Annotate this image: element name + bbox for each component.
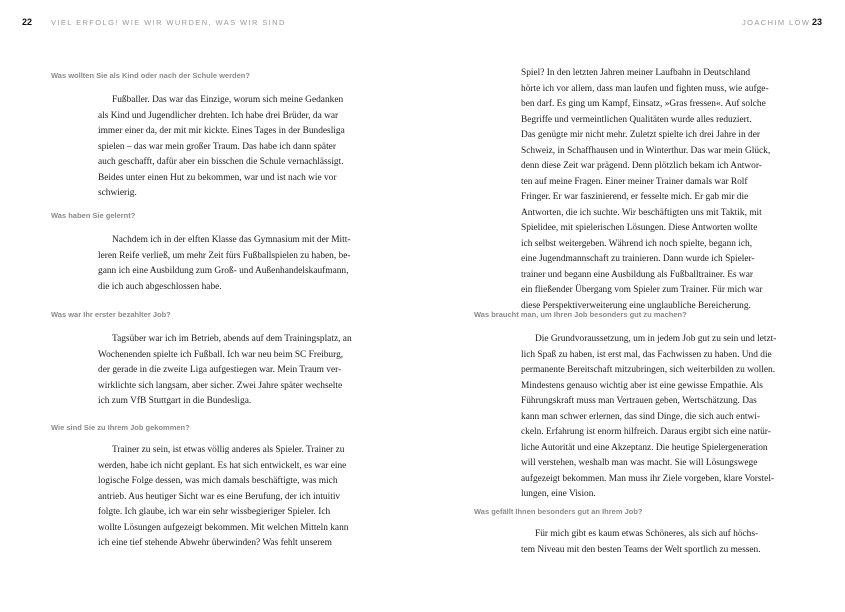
question-heading-2: Was haben Sie gelernt?	[51, 211, 136, 220]
question-heading-6: Was gefällt Ihnen besonders gut an Ihrem Job?	[474, 507, 643, 516]
left-page-number: 22	[22, 17, 33, 27]
text-line: aufgezeigt bekommen. Man muss ihr Ziele vorgeben, klare Vorstel-	[521, 473, 775, 484]
right-page-number: 23	[812, 17, 823, 27]
text-line: die ich auch abgeschlossen habe.	[98, 281, 222, 292]
text-line: ich eine tief stehende Abwehr überwinden? Was fehlt unserem	[98, 538, 332, 548]
text-line: als Kind und Jugendlicher drehten. Ich habe drei Brüder, da war	[98, 110, 339, 121]
text-line: Tagsüber war ich im Betrieb, abends auf dem Trainingsplatz, an	[112, 334, 352, 344]
text-line: eine Jugendmannschaft zu trainieren. Dann wurde ich Spieler-	[521, 254, 755, 264]
text-line: ckeln. Erfahrung ist enorm hilfreich. Daraus ergibt sich eine natür-	[521, 427, 771, 437]
right-running-title: JOACHIM LÖW	[742, 18, 811, 27]
text-line: ben darf. Es ging um Kampf, Einsatz, »Gras fressen«. Auf solche	[521, 99, 766, 109]
text-line: ich selbst weitergeben. Während ich noch spielte, begann ich,	[521, 238, 753, 249]
text-line: ten auf meine Fragen. Einer meiner Trainer damals war Rolf	[521, 176, 748, 187]
text-line: immer einer da, der mit mir kickte. Eines Tages in der Bundesliga	[98, 126, 345, 136]
text-line: schwierig.	[98, 188, 137, 198]
text-line: trainer und begann eine Ausbildung als Fußballtrainer. Es war	[521, 269, 753, 280]
text-line: tem Niveau mit den besten Teams der Welt sportlich zu messen.	[521, 544, 761, 555]
text-line: will verstehen, weshalb man was macht. Sie will Lösungswege	[521, 458, 758, 468]
text-line: Die Grundvoraussetzung, um in jedem Job gut zu sein und letzt-	[535, 334, 777, 344]
answer-paragraph-5	[521, 332, 776, 503]
text-line: diese Perspektiverweiterung eine unglaubliche Bereicherung.	[521, 300, 751, 311]
answer-paragraph-6	[521, 527, 761, 558]
answer-paragraph-3	[98, 332, 352, 410]
text-line: auch geschafft, dafür aber ein bisschen die Schule vernachlässigt.	[98, 157, 344, 167]
question-heading-5: Was braucht man, um Ihren Job besonders gut zu machen?	[474, 310, 687, 319]
text-line: Schweiz, in Schaffhausen und in Winterthur. Das war mein Glück,	[521, 145, 771, 156]
text-line: antrieb. Aus heutiger Sicht war es eine Berufung, der ich intuitiv	[98, 491, 341, 502]
text-line: Spielidee, mit spielerischen Lösungen. Diese Antworten wollte	[521, 223, 758, 233]
text-line: Antworten, die ich suchte. Wir beschäftigten uns mit Taktik, mit	[521, 207, 762, 218]
text-line: kann man schwer erlernen, das sind Dinge, die sich auch entwi-	[521, 411, 760, 422]
continued-paragraph	[521, 66, 770, 314]
answer-paragraph-1	[98, 93, 345, 202]
text-line: Fußballer. Das war das Einzige, worum sich meine Gedanken	[112, 95, 344, 105]
answer-paragraph-2	[98, 233, 351, 295]
text-line: Für mich gibt es kaum etwas Schöneres, als sich auf höchs-	[535, 529, 759, 539]
text-line: Trainer zu sein, ist etwas völlig anderes als Spieler. Trainer zu	[112, 445, 345, 455]
text-line: ein fließender Übergang vom Spieler zum Trainer. Für mich war	[521, 285, 763, 295]
text-line: Begriffe und vermeintlichen Qualitäten wurde alles reduziert.	[521, 114, 752, 125]
text-line: spielen – das war mein großer Traum. Das habe ich dann später	[98, 141, 336, 152]
question-heading-4: Wie sind Sie zu Ihrem Job gekommen?	[51, 423, 190, 432]
text-line: denn diese Zeit war prägend. Denn plötzlich bekam ich Antwor-	[521, 161, 762, 171]
text-line: permanente Bereitschaft mitzubringen, sich weiterbilden zu wollen.	[521, 365, 776, 375]
text-line: wirklichte sich langsam, aber sicher. Zwei Jahre später wechselte	[98, 380, 343, 391]
answer-paragraph-4	[98, 443, 348, 552]
text-line: gann ich eine Ausbildung zum Groß- und Außenhandelskaufmann,	[98, 266, 349, 276]
text-line: logische Folge dessen, was mich damals beschäftigte, was mich	[98, 476, 338, 486]
text-line: leren Reife verließ, um mehr Zeit fürs Fußballspielen zu haben, be-	[98, 250, 351, 261]
text-line: Das genügte mir nicht mehr. Zuletzt spielte ich drei Jahre in der	[521, 130, 760, 140]
text-line: Nachdem ich in der elften Klasse das Gymnasium mit der Mitt-	[112, 235, 351, 245]
text-line: ich zum VfB Stuttgart in die Bundesliga.	[98, 396, 252, 406]
text-line: lich Spaß zu haben, ist erst mal, das Fachwissen zu haben. Und die	[521, 349, 772, 360]
text-line: Spiel? In den letzten Jahren meiner Laufbahn in Deutschland	[521, 68, 751, 78]
text-line: der gerade in die zweite Liga aufgestiegen war. Mein Traum ver-	[98, 365, 342, 375]
text-line: hörte ich vor allem, dass man laufen und fighten muss, wie aufge-	[521, 83, 769, 94]
text-line: Beides unter einen Hut zu bekommen, war und ist nach wie vor	[98, 172, 337, 183]
text-line: Fringer. Er war faszinierend, er fesselte mich. Er gab mir die	[521, 192, 749, 202]
text-line: Führungskraft muss man Vertrauen geben, Wertschätzung. Das	[521, 396, 757, 406]
text-line: lungen, eine Vision.	[521, 489, 596, 499]
text-line: Mindestens genauso wichtig aber ist eine gewisse Empathie. Als	[521, 380, 763, 391]
text-line: werden, habe ich nicht geplant. Es hat sich entwickelt, es war eine	[98, 460, 347, 471]
text-line: liche Autorität und eine Akzeptanz. Die heutige Spielergeneration	[521, 442, 768, 453]
question-heading-3: Was war Ihr erster bezahlter Job?	[51, 310, 171, 319]
text-line: folgte. Ich glaube, ich war ein sehr wissbegieriger Spieler. Ich	[98, 507, 331, 517]
left-running-title: VIEL ERFOLG! WIE WIR WURDEN, WAS WIR SIND	[51, 18, 286, 27]
question-heading-1: Was wollten Sie als Kind oder nach der Schule werden?	[51, 71, 250, 80]
text-line: wollte Lösungen aufgezeigt bekommen. Mit welchen Mitteln kann	[98, 522, 349, 533]
text-line: Wochenenden spielte ich Fußball. Ich war neu beim SC Freiburg,	[98, 349, 344, 360]
